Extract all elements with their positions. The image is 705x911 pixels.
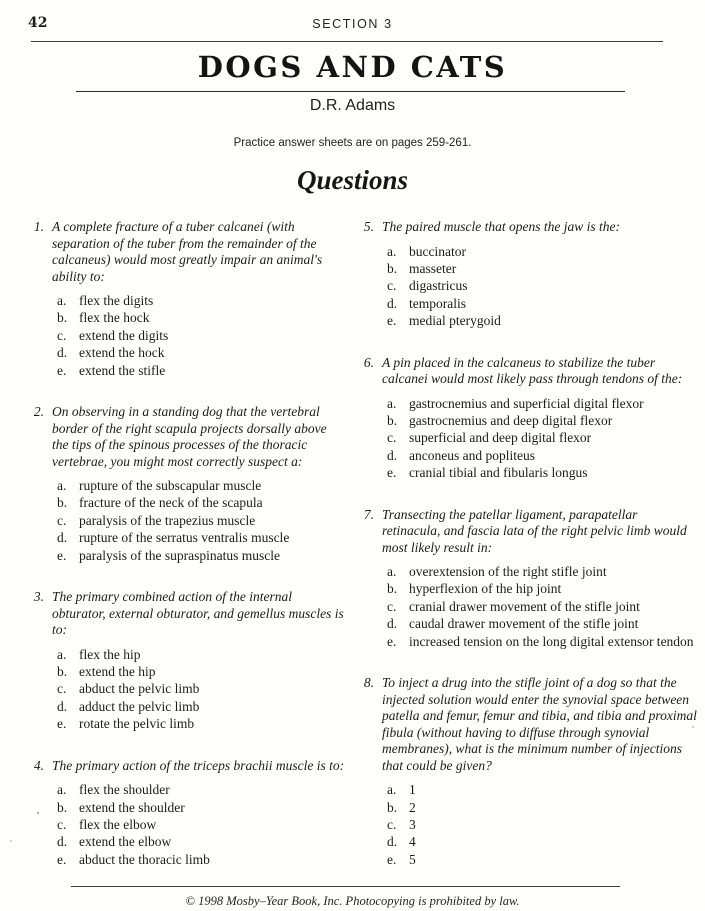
option-letter: b. [387, 412, 398, 428]
option-text: extend the hip [79, 663, 156, 679]
option-text: increased tension on the long digital extensor tendon [409, 633, 694, 649]
question [28, 589, 346, 733]
option-text: 4 [409, 834, 416, 850]
option-text: extend the digits [79, 327, 169, 343]
answer-options [387, 395, 697, 482]
option-letter: a. [387, 395, 397, 411]
answer-option [57, 529, 346, 546]
answer-option [57, 327, 346, 344]
option-letter: e. [57, 851, 67, 867]
question-stem-row [28, 404, 346, 470]
answer-option [387, 781, 697, 798]
scan-artifact-dot [37, 812, 39, 814]
option-text: flex the hock [79, 310, 150, 326]
answer-option [57, 680, 346, 697]
question [358, 219, 697, 330]
option-text: digastricus [409, 278, 468, 294]
option-text: hyperflexion of the hip joint [409, 581, 562, 597]
answer-option [387, 816, 697, 833]
option-text: 3 [409, 816, 416, 832]
question-number: 7. [363, 506, 374, 522]
option-letter: e. [387, 313, 397, 329]
question-number: 4. [33, 757, 44, 773]
option-letter: c. [387, 816, 397, 832]
option-text: 2 [409, 799, 416, 815]
question-stem-row [358, 219, 697, 236]
answer-option [387, 464, 697, 481]
question-stem-row [28, 758, 346, 775]
option-text: paralysis of the supraspinatus muscle [79, 547, 280, 563]
answer-option [57, 494, 346, 511]
option-letter: b. [57, 663, 68, 679]
option-letter: a. [57, 478, 67, 494]
option-letter: a. [387, 564, 397, 580]
option-text: gastrocnemius and superficial digital flexor [409, 395, 644, 411]
answer-options [387, 243, 697, 330]
question-number: 5. [363, 219, 374, 234]
questions-column-right [358, 219, 697, 893]
option-letter: a. [387, 782, 397, 798]
option-letter: d. [387, 447, 398, 463]
answer-option [57, 781, 346, 798]
option-text: flex the digits [79, 293, 154, 308]
option-text: medial pterygoid [409, 313, 501, 329]
scan-artifact-dot [692, 726, 694, 728]
questions-heading: Questions [296, 165, 409, 195]
option-letter: e. [57, 362, 67, 378]
option-letter: b. [387, 799, 398, 815]
author-byline: D.R. Adams [309, 97, 396, 114]
header-rule [31, 41, 663, 42]
question [358, 355, 697, 482]
answer-option [387, 295, 697, 312]
option-text: paralysis of the trapezius muscle [79, 512, 256, 528]
answer-option [57, 344, 346, 361]
answer-option [57, 292, 346, 309]
question-stem: A pin placed in the calcaneus to stabilize the tuber calcanei would most likely pass through tendons of the: [382, 354, 683, 387]
answer-option [387, 580, 697, 597]
option-text: rotate the pelvic limb [79, 716, 195, 732]
practice-note: Practice answer sheets are on pages 259-261. [233, 137, 472, 149]
question [358, 675, 697, 868]
option-text: flex the elbow [79, 816, 157, 832]
question [28, 404, 346, 564]
copyright-notice: © 1998 Mosby–Year Book, Inc. Photocopying is prohibited by law. [185, 894, 520, 908]
answer-options [387, 781, 697, 868]
option-letter: b. [387, 260, 398, 276]
answer-option [387, 598, 697, 615]
question-number: 8. [363, 675, 374, 691]
section-header: SECTION 3 [312, 17, 393, 31]
option-text: caudal drawer movement of the stifle joint [409, 616, 639, 632]
question [28, 758, 346, 869]
question-number: 1. [33, 219, 44, 234]
answer-option [387, 395, 697, 412]
page-number: 42 [28, 15, 48, 31]
question [28, 219, 346, 379]
answer-option [57, 663, 346, 680]
option-text: extend the hock [79, 345, 165, 361]
question-stem-row [28, 589, 346, 639]
footer-rule [71, 886, 620, 887]
answer-option [387, 243, 697, 260]
option-letter: c. [387, 430, 397, 446]
question-stem: The paired muscle that opens the jaw is the: [382, 219, 620, 234]
answer-option [387, 799, 697, 816]
question-stem-row [358, 507, 697, 557]
option-text: gastrocnemius and deep digital flexor [409, 412, 613, 428]
answer-options [57, 781, 346, 868]
answer-option [57, 799, 346, 816]
option-letter: e. [387, 633, 397, 649]
answer-option [387, 851, 697, 868]
option-text: flex the hip [79, 646, 141, 662]
option-text: flex the shoulder [79, 782, 170, 798]
option-letter: a. [57, 646, 67, 662]
answer-option [387, 833, 697, 850]
option-letter: a. [57, 293, 67, 308]
answer-option [57, 309, 346, 326]
scan-artifact-dot [10, 840, 12, 842]
option-letter: e. [387, 851, 397, 867]
option-text: masseter [409, 260, 457, 276]
option-letter: d. [387, 295, 398, 311]
question-number: 2. [33, 404, 44, 420]
questions-column-left [28, 219, 346, 893]
option-text: temporalis [409, 295, 466, 311]
option-text: cranial drawer movement of the stifle joint [409, 598, 640, 614]
question-stem-row [358, 355, 697, 388]
option-text: 1 [409, 782, 416, 798]
answer-options [387, 563, 697, 650]
answer-option [387, 615, 697, 632]
answer-option [57, 698, 346, 715]
answer-option [57, 477, 346, 494]
option-text: superficial and deep digital flexor [409, 430, 592, 446]
title-rule [76, 91, 625, 92]
answer-option [387, 260, 697, 277]
answer-option [387, 412, 697, 429]
option-letter: e. [57, 716, 67, 732]
answer-option [57, 851, 346, 868]
option-text: overextension of the right stifle joint [409, 564, 607, 580]
question-stem-row [358, 675, 697, 774]
answer-option [57, 547, 346, 564]
option-text: rupture of the serratus ventralis muscle [79, 530, 290, 546]
option-letter: e. [57, 547, 67, 563]
option-letter: c. [57, 681, 67, 697]
option-text: buccinator [409, 243, 466, 259]
option-text: adduct the pelvic limb [79, 698, 200, 714]
option-letter: d. [57, 698, 68, 714]
answer-option [387, 447, 697, 464]
option-letter: b. [57, 495, 68, 511]
option-letter: c. [57, 327, 67, 343]
answer-options [57, 646, 346, 733]
answer-option [387, 563, 697, 580]
option-letter: c. [57, 816, 67, 832]
option-text: extend the elbow [79, 834, 172, 850]
option-letter: a. [387, 243, 397, 259]
question [358, 507, 697, 651]
option-text: extend the stifle [79, 362, 166, 378]
option-text: 5 [409, 851, 416, 867]
answer-option [387, 312, 697, 329]
option-letter: d. [57, 834, 68, 850]
question-number: 6. [363, 354, 374, 370]
question-stem: Transecting the patellar ligament, parapatellar retinacula, and fascia lata of the right pelvic limb would most likely result in: [382, 506, 687, 555]
answer-option [57, 512, 346, 529]
option-text: extend the shoulder [79, 799, 185, 815]
option-letter: d. [387, 616, 398, 632]
option-letter: b. [387, 581, 398, 597]
question-stem: On observing in a standing dog that the vertebral border of the right scapula projects dorsally above the tips of the spinous processes of the thoracic vertebrae, you might most correctly suspect a: [52, 404, 327, 469]
option-letter: c. [57, 512, 67, 528]
answer-option [387, 429, 697, 446]
answer-option [387, 633, 697, 650]
option-letter: c. [387, 278, 397, 294]
question-number: 3. [33, 589, 44, 605]
option-letter: b. [57, 799, 68, 815]
answer-options [57, 477, 346, 564]
answer-option [57, 816, 346, 833]
option-letter: d. [57, 345, 68, 361]
option-letter: d. [387, 834, 398, 850]
option-text: anconeus and popliteus [409, 447, 535, 463]
option-text: cranial tibial and fibularis longus [409, 465, 588, 481]
answer-option [57, 715, 346, 732]
option-letter: c. [387, 598, 397, 614]
question-stem: The primary combined action of the internal obturator, external obturator, and gemellus muscles is to: [52, 589, 344, 638]
option-text: abduct the pelvic limb [79, 681, 200, 697]
chapter-title: DOGS AND CATS [197, 50, 508, 84]
question-stem: To inject a drug into the stifle joint of a dog so that the injected solution would enter the synovial space between patella and femur, femur and tibia, and tibia and proximal fibula (without having to diffuse through synovial membranes), what is the minimum number of injections that could be given? [382, 675, 697, 773]
answer-option [57, 833, 346, 850]
answer-option [57, 646, 346, 663]
answer-option [387, 277, 697, 294]
option-text: rupture of the subscapular muscle [79, 478, 262, 494]
question-stem-row [28, 219, 346, 285]
answer-options [57, 292, 346, 379]
answer-option [57, 362, 346, 379]
option-text: abduct the thoracic limb [79, 851, 210, 867]
questions-area [28, 219, 697, 893]
question-stem: The primary action of the triceps brachii muscle is to: [52, 757, 345, 773]
option-letter: e. [387, 465, 397, 481]
option-letter: a. [57, 782, 67, 798]
option-letter: b. [57, 310, 68, 326]
question-stem: A complete fracture of a tuber calcanei (with separation of the tuber from the remainder of the calcaneus) would most greatly impair an animal's ability to: [52, 219, 323, 284]
option-letter: d. [57, 530, 68, 546]
option-text: fracture of the neck of the scapula [79, 495, 263, 511]
